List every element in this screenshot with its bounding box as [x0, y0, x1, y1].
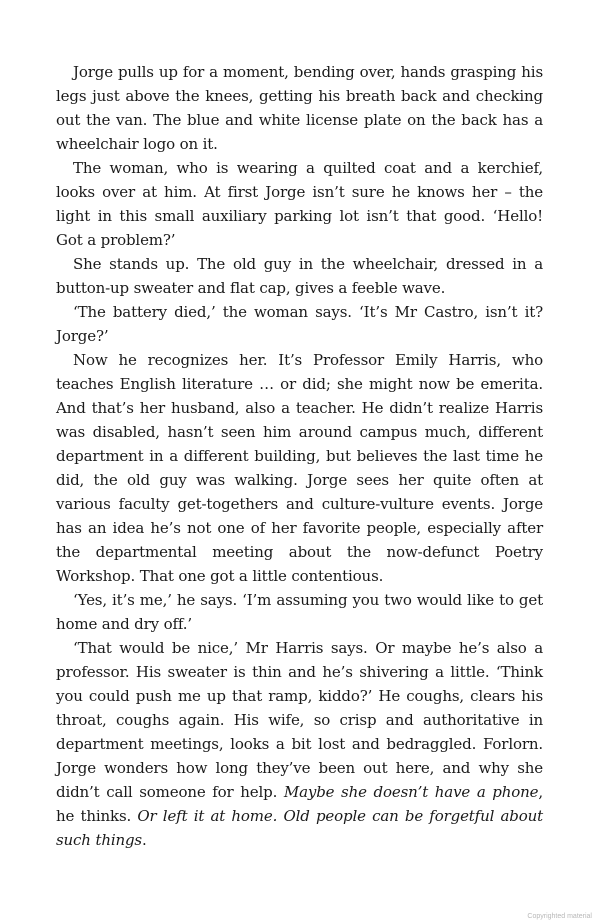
paragraph: ‘The battery died,’ the woman says. ‘It’s Mr Castro, isn’t it? Jorge?’ — [56, 303, 543, 345]
text-run: , he thinks. — [56, 783, 543, 825]
italic-thought: Maybe she doesn’t have a phone — [283, 783, 539, 801]
paragraph-final — [56, 636, 543, 852]
paragraph: She stands up. The old guy in the wheelchair, dressed in a button-up sweater and flat cap, gives a feeble wave. — [56, 255, 543, 297]
paragraph: ‘Yes, it’s me,’ he says. ‘I’m assuming you two would like to get home and dry off.’ — [56, 591, 543, 633]
paragraph: The woman, who is wearing a quilted coat and a kerchief, looks over at him. At first Jorge isn’t sure he knows her – the light in this small auxiliary parking lot isn’t that good. ‘Hello! Got a problem?’ — [56, 159, 543, 249]
italic-thought: Or left it at home. Old people can be forgetful about such things — [56, 807, 543, 849]
text-run: . — [141, 831, 147, 849]
paragraph: Now he recognizes her. It’s Professor Emily Harris, who teaches English literature … or did; she might now be emerita. And that’s her husband, also a teacher. He didn’t realize Harris was disabled, hasn’t seen him around campus much, different department in a different building, but believes the last time he did, the old guy was walking. Jorge sees her quite often at various faculty get-togethers and culture-vulture events. Jorge has an idea he’s not one of her favorite people, especially after the departmental meeting about the now-defunct Poetry Workshop. That one got a little contentious. — [56, 351, 543, 585]
text-run: ‘That would be nice,’ Mr Harris says. Or maybe he’s also a professor. His sweater is thin and he’s shivering a little. ‘Think you could push me up that ramp, kiddo?’ He coughs, clears his throat, coughs again. His wife, so crisp and authoritative in department meetings, looks a bit lost and bedraggled. Forlorn. Jorge wonders how long they’ve been out here, and why she didn’t call someone for help. — [56, 639, 543, 801]
page-body — [56, 60, 543, 852]
paragraph: Jorge pulls up for a moment, bending over, hands grasping his legs just above the knees, getting his breath back and checking out the van. The blue and white license plate on the back has a wheelchair logo on it. — [56, 63, 543, 153]
copyright-watermark: Copyrighted material — [527, 913, 592, 920]
